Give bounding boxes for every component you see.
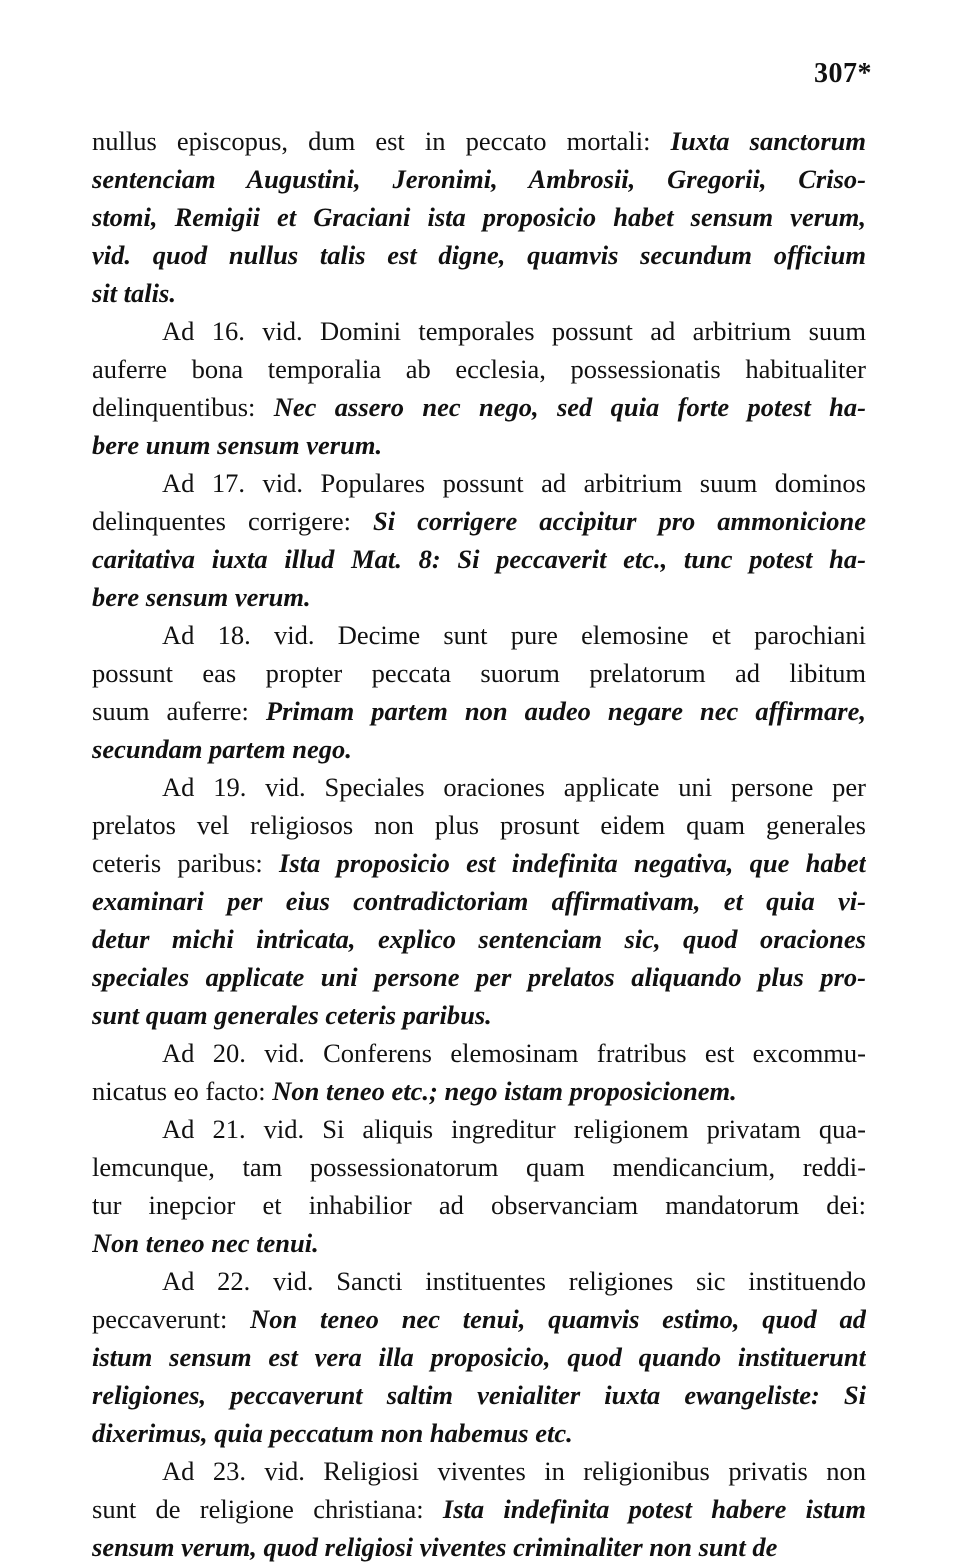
text-line: [92, 1148, 866, 1186]
text-line: [92, 464, 866, 502]
roman-text: Ad 18. vid. Decime sunt pure elemosine et parochiani: [162, 620, 866, 650]
text-line: [92, 996, 866, 1034]
page-number: 307*: [814, 58, 872, 89]
italic-text: Non teneo nec tenui, quamvis estimo, quod ad: [250, 1304, 866, 1334]
roman-text: Ad 20. vid. Conferens elemosinam fratribus est excommu-: [162, 1038, 866, 1068]
text-line: [92, 502, 866, 540]
roman-text: Ad 23. vid. Religiosi viventes in religionibus privatis non: [162, 1456, 866, 1486]
text-line: [92, 1186, 866, 1224]
text-line: [92, 426, 866, 464]
italic-text: religiones, peccaverunt saltim venialiter iuxta ewangeliste: Si: [92, 1380, 866, 1410]
paragraph: [92, 464, 866, 616]
text-line: [92, 920, 866, 958]
paragraph: [92, 616, 866, 768]
italic-text: examinari per eius contradictoriam affirmativam, et quia vi-: [92, 886, 866, 916]
text-line: [92, 350, 866, 388]
italic-text: bere sensum verum.: [92, 582, 311, 612]
italic-text: sunt quam generales ceteris paribus.: [92, 1000, 492, 1030]
text-line: [92, 122, 866, 160]
text-line: [92, 1414, 866, 1452]
text-line: [92, 616, 866, 654]
roman-text: tur inepcior et inhabilior ad observanciam mandatorum dei:: [92, 1190, 866, 1220]
italic-text: Non teneo nec tenui.: [92, 1228, 319, 1258]
italic-text: Primam partem non audeo negare nec affirmare,: [265, 696, 866, 726]
roman-text: possunt eas propter peccata suorum prelatorum ad libitum: [92, 658, 866, 688]
roman-text: Ad 21. vid. Si aliquis ingreditur religionem privatam qua-: [162, 1114, 866, 1144]
italic-text: bere unum sensum verum.: [92, 430, 383, 460]
text-line: [92, 540, 866, 578]
italic-text: Nec assero nec nego, sed quia forte potest ha-: [273, 392, 866, 422]
text-line: [92, 730, 866, 768]
roman-text: Ad 17. vid. Populares possunt ad arbitrium suum dominos: [162, 468, 866, 498]
italic-text: sensum verum, quod religiosi viventes criminaliter non sunt de: [92, 1532, 778, 1562]
roman-text: prelatos vel religiosos non plus prosunt eidem quam generales: [92, 810, 866, 840]
roman-text: Ad 22. vid. Sancti instituentes religiones sic instituendo: [162, 1266, 866, 1296]
italic-text: Iuxta sanctorum: [670, 126, 866, 156]
text-line: [92, 1338, 866, 1376]
paragraph: [92, 768, 866, 1034]
text-line: [92, 806, 866, 844]
roman-text: delinquentes corrigere:: [92, 506, 373, 536]
paragraph: [92, 1452, 866, 1566]
text-line: [92, 1224, 866, 1262]
text-line: [92, 274, 866, 312]
roman-text: Ad 19. vid. Speciales oraciones applicate uni persone per: [162, 772, 866, 802]
roman-text: lemcunque, tam possessionatorum quam mendicancium, reddi-: [92, 1152, 866, 1182]
italic-text: secundam partem nego.: [92, 734, 352, 764]
italic-text: Ista indefinita potest habere istum: [442, 1494, 866, 1524]
text-line: [92, 1300, 866, 1338]
italic-text: stomi, Remigii et Graciani ista proposicio habet sensum verum,: [92, 202, 866, 232]
text-line: [92, 1072, 866, 1110]
roman-text: peccaverunt:: [92, 1304, 251, 1334]
paragraph: [92, 312, 866, 464]
text-line: [92, 1262, 866, 1300]
roman-text: sunt de religione christiana:: [92, 1494, 443, 1524]
italic-text: sit talis.: [92, 278, 176, 308]
paragraph: [92, 1034, 866, 1110]
text-line: [92, 160, 866, 198]
roman-text: nullus episcopus, dum est in peccato mortali:: [92, 126, 671, 156]
text-line: [92, 958, 866, 996]
text-line: [92, 882, 866, 920]
italic-text: sentenciam Augustini, Jeronimi, Ambrosii, Gregorii, Criso-: [92, 164, 866, 194]
paragraph: [92, 122, 866, 312]
text-line: [92, 768, 866, 806]
text-line: [92, 692, 866, 730]
italic-text: caritativa iuxta illud Mat. 8: Si peccaverit etc., tunc potest ha-: [92, 544, 866, 574]
paragraph: [92, 1110, 866, 1262]
text-line: [92, 578, 866, 616]
text-line: [92, 844, 866, 882]
italic-text: istum sensum est vera illa proposicio, quod quando instituerunt: [92, 1342, 866, 1372]
italic-text: Ista proposicio est indefinita negativa, que habet: [279, 848, 866, 878]
text-line: [92, 1490, 866, 1528]
italic-text: speciales applicate uni persone per prelatos aliquando plus pro-: [92, 962, 866, 992]
text-line: [92, 1528, 866, 1566]
body-text: [92, 122, 866, 1566]
italic-text: detur michi intricata, explico sentenciam sic, quod oraciones: [92, 924, 866, 954]
text-line: [92, 312, 866, 350]
italic-text: Non teneo etc.; nego istam proposicionem.: [272, 1076, 737, 1106]
text-line: [92, 236, 866, 274]
roman-text: Ad 16. vid. Domini temporales possunt ad arbitrium suum: [162, 316, 866, 346]
text-line: [92, 1376, 866, 1414]
roman-text: nicatus eo facto:: [92, 1076, 273, 1106]
paragraph: [92, 1262, 866, 1452]
italic-text: dixerimus, quia peccatum non habemus etc.: [92, 1418, 573, 1448]
text-line: [92, 198, 866, 236]
italic-text: vid. quod nullus talis est digne, quamvis secundum officium: [92, 240, 866, 270]
roman-text: suum auferre:: [92, 696, 266, 726]
text-line: [92, 1034, 866, 1072]
roman-text: auferre bona temporalia ab ecclesia, possessionatis habitualiter: [92, 354, 866, 384]
text-line: [92, 1452, 866, 1490]
text-line: [92, 654, 866, 692]
italic-text: Si corrigere accipitur pro ammonicione: [373, 506, 866, 536]
text-line: [92, 1110, 866, 1148]
text-line: [92, 388, 866, 426]
roman-text: delinquentibus:: [92, 392, 274, 422]
roman-text: ceteris paribus:: [92, 848, 280, 878]
